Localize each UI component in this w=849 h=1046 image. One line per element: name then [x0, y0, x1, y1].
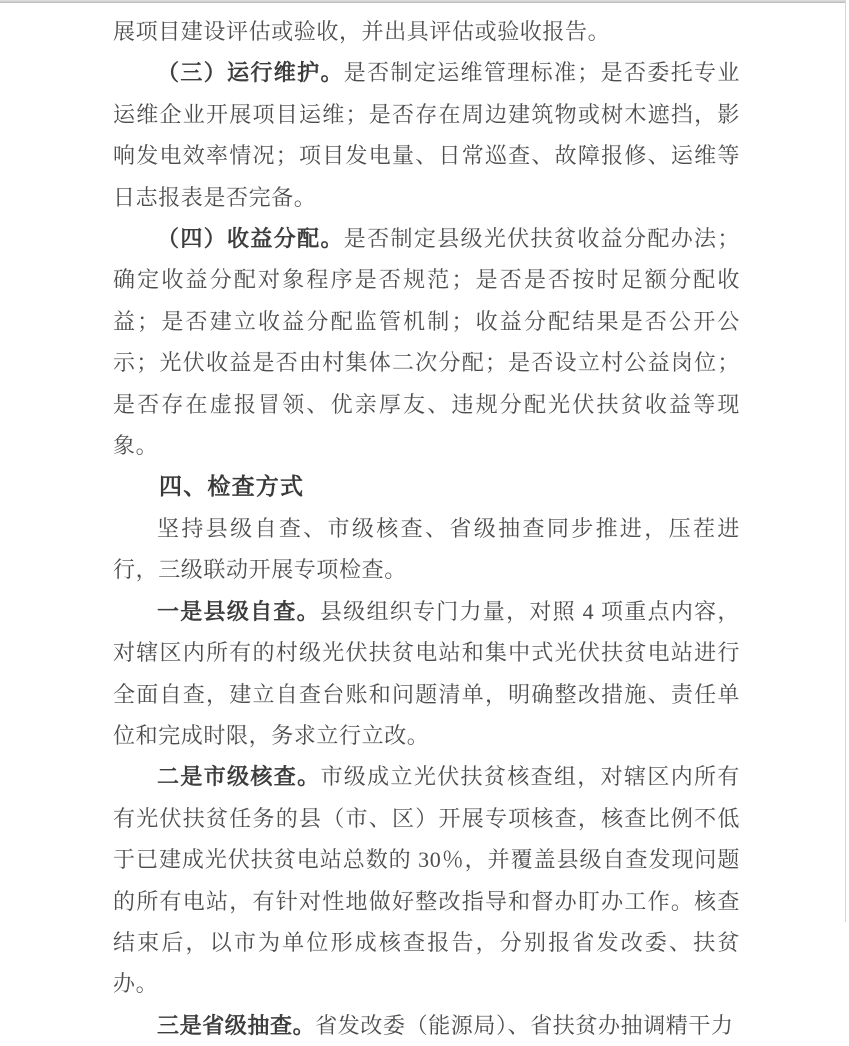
paragraph-province-spot-check: [113, 1005, 740, 1046]
paragraph-text: 展项目建设评估或验收，并出具评估或验收报告。: [113, 19, 611, 44]
paragraph-text: 市级成立光伏扶贫核查组，对辖区内所有有光伏扶贫任务的县（市、区）开展专项核查，核查比例不低于已建成光伏扶贫电站总数的 30％，并覆盖县级自查发现问题的所有电站，有针对性地做好整改指导和督办盯办工作。核查结束后，以市为单位形成核查报告，分别报省发改委、扶贫办。: [113, 764, 740, 997]
paragraph-lead: 三是省级抽查。: [157, 1012, 316, 1038]
document-body: [113, 11, 740, 1046]
paragraph-text: 县级组织专门力量，对照 4 项重点内容，对辖区内所有的村级光伏扶贫电站和集中式光伏扶贫电站进行全面自查，建立自查台账和问题清单，明确整改措施、责任单位和完成时限，务求立行立改。: [113, 598, 740, 748]
paragraph-operation-maintenance: [113, 52, 740, 218]
paragraph-text: 是否制定县级光伏扶贫收益分配办法；确定收益分配对象程序是否规范；是否是否按时足额分配收益；是否建立收益分配监管机制；收益分配结果是否公开公示；光伏收益是否由村集体二次分配；是否设立村公益岗位；是否存在虚报冒领、优亲厚友、违规分配光伏扶贫收益等现象。: [113, 226, 740, 459]
paragraph-county-self-check: [113, 591, 740, 757]
paragraph-lead: （四）收益分配。: [157, 226, 344, 252]
paragraph-text: 坚持县级自查、市级核查、省级抽查同步推进，压茬进行，三级联动开展专项检查。: [113, 515, 740, 583]
page-top-edge: [0, 0, 846, 3]
paragraph-lead: （三）运行维护。: [157, 60, 344, 86]
paragraph-inspection-overview: [113, 508, 740, 591]
paragraph-lead: 一是县级自查。: [157, 598, 320, 624]
paragraph-text: 省发改委（能源局）、省扶贫办抽调精干力: [315, 1012, 734, 1038]
paragraph-text: 是否制定运维管理标准；是否委托专业运维企业开展项目运维；是否存在周边建筑物或树木遮挡，影响发电效率情况；项目发电量、日常巡查、故障报修、运维等日志报表是否完备。: [113, 60, 740, 210]
paragraph-city-verification: [113, 756, 740, 1004]
paragraph-lead: 二是市级核查。: [157, 764, 321, 790]
paragraph-income-distribution: [113, 218, 740, 466]
section-heading-inspection-method: 四、检查方式: [159, 473, 305, 500]
paragraph-continuation: [113, 11, 740, 52]
page-right-edge: [845, 0, 846, 922]
